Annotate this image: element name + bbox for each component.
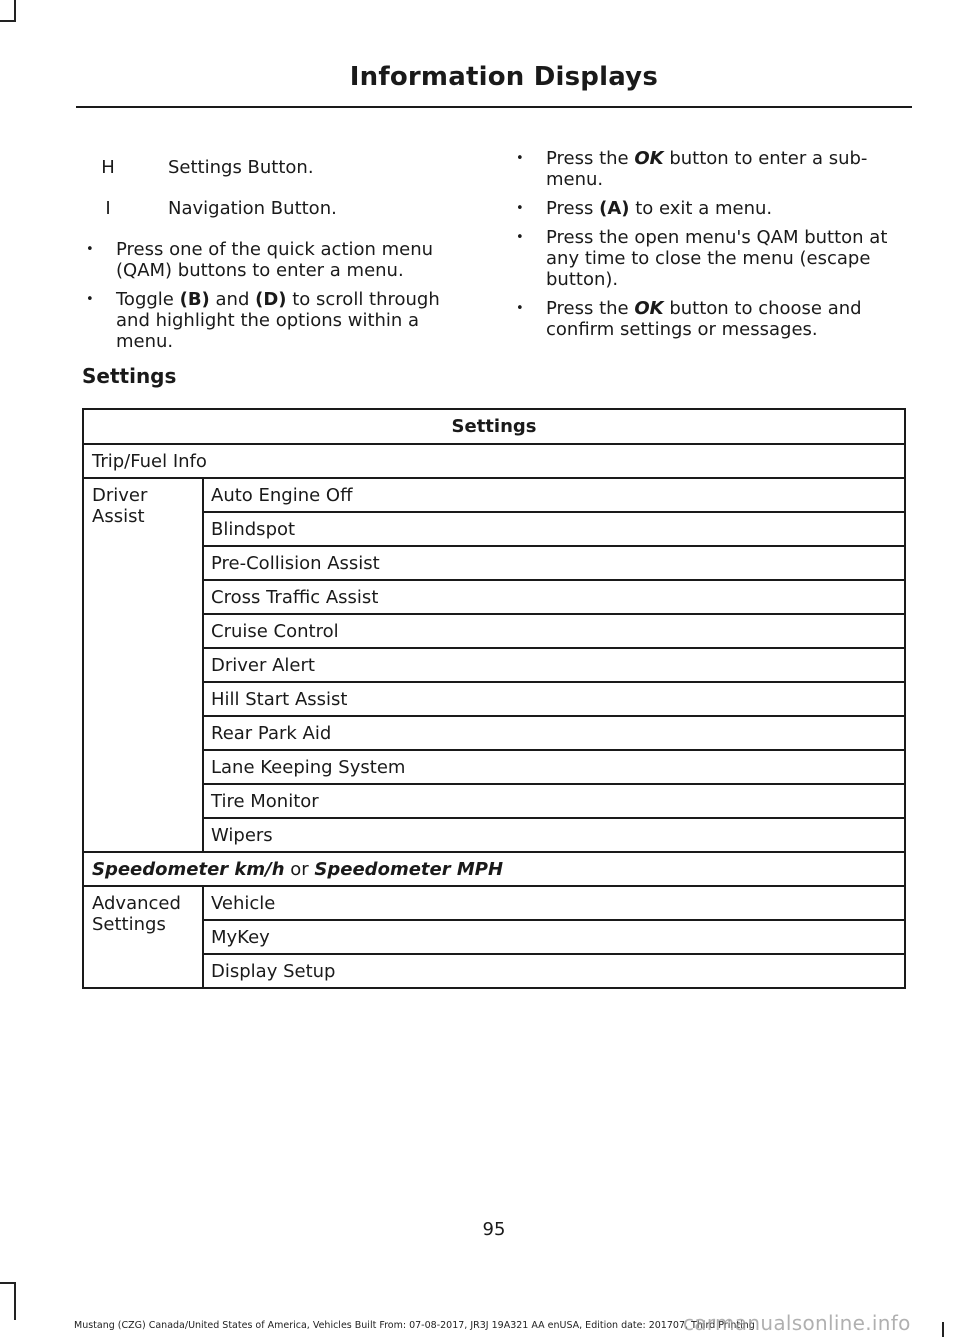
speedometer-mph: Speedometer MPH [314, 858, 504, 880]
right-column [512, 148, 912, 348]
bullet-text: Press the [546, 298, 635, 319]
legend-text: Settings Button. [168, 157, 314, 178]
speedometer-kmh: Speedometer km/h [92, 858, 285, 880]
table-cell: Rear Park Aid [203, 716, 905, 750]
table-cell: Vehicle [203, 886, 905, 920]
legend-row [82, 157, 462, 178]
table-cell: Tire Monitor [203, 784, 905, 818]
header-rule [76, 106, 912, 108]
button-key-d: (D) [255, 289, 287, 310]
legend-row [82, 198, 462, 219]
legend-key: H [101, 157, 115, 178]
crop-mark-top-left-v [14, 0, 16, 20]
table-cell: Hill Start Assist [203, 682, 905, 716]
section-heading: Settings [82, 364, 177, 388]
table-cell-trip-fuel: Trip/Fuel Info [83, 444, 905, 478]
table-row [83, 750, 905, 784]
bullet-text: and [209, 289, 256, 310]
table-group-advanced-settings: Advanced Settings [83, 886, 203, 988]
table-row [83, 852, 905, 886]
button-key-a: (A) [599, 198, 630, 219]
table-cell: Lane Keeping System [203, 750, 905, 784]
right-bullet-list [512, 148, 912, 340]
table-row [83, 818, 905, 852]
table-row [83, 444, 905, 478]
table-cell: Wipers [203, 818, 905, 852]
bullet-text: Press [546, 198, 600, 219]
bullet-text: to scroll through and highlight the options within a menu. [116, 289, 440, 352]
bullet-text: Press the open menu's QAM button at any time to close the menu (escape button). [546, 227, 888, 290]
table-row [83, 784, 905, 818]
table-row [83, 954, 905, 988]
bullet-text: Press the [546, 148, 635, 169]
crop-mark-bottom-right [942, 1322, 944, 1337]
bullet-item [512, 227, 912, 290]
bullet-text: to exit a menu. [629, 198, 773, 219]
settings-table [82, 408, 906, 989]
crop-mark-top-left-h [0, 20, 16, 22]
footer-text: Mustang (CZG) Canada/United States of America, Vehicles Built From: 07-08-2017, JR3J 19A321 AA enUSA, Edition date: 201707, Third Printing [74, 1320, 755, 1331]
table-cell: Cross Traffic Assist [203, 580, 905, 614]
table-row [83, 920, 905, 954]
button-key-ok: OK [634, 148, 664, 169]
bullet-item [512, 148, 912, 190]
table-row [83, 886, 905, 920]
table-row [83, 409, 905, 444]
button-key-b: (B) [179, 289, 210, 310]
table-row [83, 580, 905, 614]
bullet-item [512, 198, 912, 219]
table-row [83, 682, 905, 716]
button-key-ok: OK [634, 298, 664, 319]
left-column [82, 157, 462, 360]
table-cell: Auto Engine Off [203, 478, 905, 512]
bullet-item [82, 289, 462, 352]
table-cell: Display Setup [203, 954, 905, 988]
bullet-item [82, 239, 462, 281]
table-cell: Driver Alert [203, 648, 905, 682]
table-cell: Pre-Collision Assist [203, 546, 905, 580]
table-row [83, 648, 905, 682]
table-header: Settings [83, 409, 905, 444]
bullet-item [512, 298, 912, 340]
bullet-text: Toggle [116, 289, 180, 310]
table-cell: Blindspot [203, 512, 905, 546]
table-row [83, 546, 905, 580]
crop-mark-bottom-left-h [0, 1282, 16, 1284]
legend-key: I [105, 198, 111, 219]
table-row [83, 512, 905, 546]
watermark: carmanualsonline.info [683, 1311, 911, 1335]
crop-mark-bottom-left-v [14, 1282, 16, 1320]
speedometer-or: or [284, 858, 315, 880]
table-cell: MyKey [203, 920, 905, 954]
page-title: Information Displays [349, 62, 658, 92]
table-cell-speedometer [83, 852, 905, 886]
table-group-driver-assist: Driver Assist [83, 478, 203, 852]
bullet-text: button to enter a sub-menu. [546, 148, 868, 190]
table-row [83, 478, 905, 512]
legend-text: Navigation Button. [168, 198, 337, 219]
bullet-text: button to choose and confirm settings or messages. [546, 298, 862, 340]
page-number: 95 [482, 1219, 506, 1240]
table-row [83, 614, 905, 648]
left-bullet-list [82, 239, 462, 352]
bullet-text: Press one of the quick action menu (QAM) buttons to enter a menu. [116, 239, 434, 281]
table-cell: Cruise Control [203, 614, 905, 648]
table-row [83, 716, 905, 750]
